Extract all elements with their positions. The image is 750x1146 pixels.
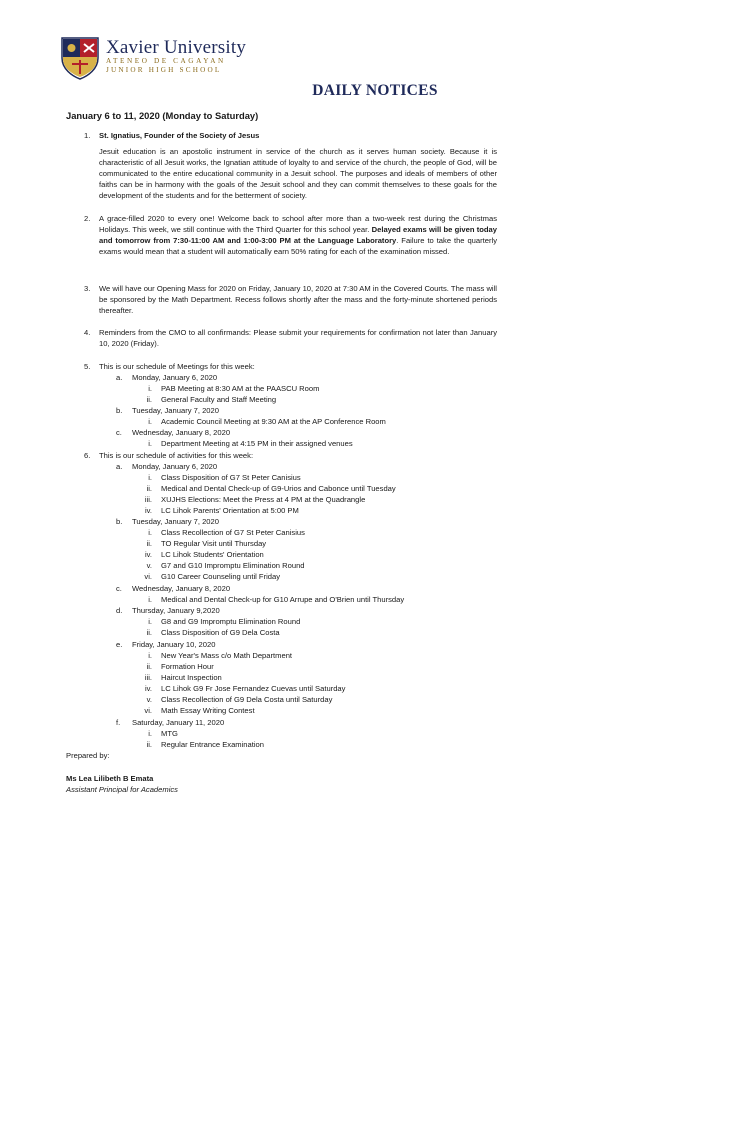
activity-roman: iv. <box>144 684 152 693</box>
activity-roman: iii. <box>144 673 152 682</box>
activity-entry: Regular Entrance Examination <box>161 740 264 749</box>
signatory-name: Ms Lea Lilibeth B Emata <box>66 774 154 783</box>
activity-entry: Class Recollection of G9 Dela Costa until Saturday <box>161 695 333 704</box>
activity-roman: i. <box>148 617 152 626</box>
item-4-text: Reminders from the CMO to all confirmands: Please submit your requirements for confirmation not later than January 10, 2020 (Friday). <box>99 328 497 349</box>
activity-roman: i. <box>148 729 152 738</box>
activity-entry: G8 and G9 Impromptu Elimination Round <box>161 617 301 626</box>
item-number: 2. <box>84 214 91 223</box>
activity-entry: Class Disposition of G7 St Peter Canisius <box>161 473 301 482</box>
activity-day: Saturday, January 11, 2020 <box>132 718 225 727</box>
document-title: DAILY NOTICES <box>312 82 438 99</box>
prepared-by-label: Prepared by: <box>66 751 110 760</box>
activity-entry: TO Regular Visit until Thursday <box>161 539 267 548</box>
activity-letter: e. <box>116 640 123 649</box>
meeting-day: Wednesday, January 8, 2020 <box>132 428 231 437</box>
meeting-roman: i. <box>148 439 152 448</box>
item-number: 3. <box>84 284 91 293</box>
activity-roman: i. <box>148 528 152 537</box>
item-number: 6. <box>84 451 91 460</box>
meeting-letter: b. <box>116 406 123 415</box>
meeting-letter: a. <box>116 373 123 382</box>
item-1-text: Jesuit education is an apostolic instrument in service of the church as it serves human society. Because it is characteristic of all Jesuit works, the Ignatian attitude of loyalty to and service of the church, the people of God, will be communicated to the entire educational community in a Jesuit school. The purposes and ideals of members of other faiths can be in harmony with the goals of the Jesuit school and they can commit themselves to these goals for the development of the students and for the betterment of society. <box>99 147 497 201</box>
item-2-text <box>99 213 497 257</box>
activity-entry: Medical and Dental Check-up for G10 Arrupe and O'Brien until Thursday <box>161 595 405 604</box>
activity-roman: vi. <box>144 572 152 581</box>
activity-entry: Formation Hour <box>161 662 214 671</box>
activity-letter: f. <box>116 718 121 727</box>
activity-roman: ii. <box>146 662 152 671</box>
meeting-entry: Academic Council Meeting at 9:30 AM at the AP Conference Room <box>161 417 386 426</box>
activity-entry: G10 Career Counseling until Friday <box>161 572 281 581</box>
activity-day: Friday, January 10, 2020 <box>132 640 216 649</box>
meeting-entry: Department Meeting at 4:15 PM in their assigned venues <box>161 439 353 448</box>
activity-roman: ii. <box>146 628 152 637</box>
activity-day: Wednesday, January 8, 2020 <box>132 584 231 593</box>
university-name: Xavier University <box>106 37 247 58</box>
meeting-roman: i. <box>148 384 152 393</box>
meeting-roman: i. <box>148 417 152 426</box>
meeting-day: Tuesday, January 7, 2020 <box>132 406 219 415</box>
activity-entry: LC Lihok Parents' Orientation at 5:00 PM <box>161 506 299 515</box>
meeting-entry: General Faculty and Staff Meeting <box>161 395 277 404</box>
activity-roman: i. <box>148 473 152 482</box>
activity-entry: Haircut Inspection <box>161 673 222 682</box>
item-number: 1. <box>84 131 91 140</box>
meeting-letter: c. <box>116 428 122 437</box>
activity-roman: v. <box>146 695 152 704</box>
activity-entry: Class Recollection of G7 St Peter Canisius <box>161 528 305 537</box>
activity-entry: LC Lihok Students' Orientation <box>161 550 264 559</box>
activity-roman: i. <box>148 595 152 604</box>
activity-roman: ii. <box>146 740 152 749</box>
activity-roman: v. <box>146 561 152 570</box>
item-2-highlight: Delayed exams will be given today and tomorrow from 7:30-11:00 AM and 1:00-3:00 PM at the Language Laboratory <box>99 225 497 246</box>
item-6-text: This is our schedule of activities for this week: <box>99 451 254 460</box>
activity-day: Tuesday, January 7, 2020 <box>132 517 219 526</box>
activity-entry: Math Essay Writing Contest <box>161 706 255 715</box>
letterhead-text <box>106 36 246 75</box>
university-seal-icon <box>60 36 100 80</box>
item-1-heading: St. Ignatius, Founder of the Society of Jesus <box>99 131 260 140</box>
item-5-text: This is our schedule of Meetings for this week: <box>99 362 255 371</box>
date-range: January 6 to 11, 2020 (Monday to Saturday) <box>66 110 259 121</box>
item-number: 5. <box>84 362 91 371</box>
activity-entry: MTG <box>161 729 178 738</box>
item-number: 4. <box>84 328 91 337</box>
activity-letter: c. <box>116 584 122 593</box>
activity-roman: iv. <box>144 506 152 515</box>
activity-letter: d. <box>116 606 123 615</box>
signatory-position: Assistant Principal for Academics <box>66 785 178 794</box>
activity-roman: ii. <box>146 539 152 548</box>
activity-roman: vi. <box>144 706 152 715</box>
activity-roman: ii. <box>146 484 152 493</box>
activity-roman: i. <box>148 651 152 660</box>
university-subtitle: ATENEO DE CAGAYAN <box>106 57 226 65</box>
activity-entry: G7 and G10 Impromptu Elimination Round <box>161 561 305 570</box>
activity-day: Thursday, January 9,2020 <box>132 606 220 615</box>
meeting-entry: PAB Meeting at 8:30 AM at the PAASCU Room <box>161 384 320 393</box>
meeting-day: Monday, January 6, 2020 <box>132 373 218 382</box>
item-3-text: We will have our Opening Mass for 2020 on Friday, January 10, 2020 at 7:30 AM in the Covered Courts. The mass will be sponsored by the Math Department. Recess follows shortly after the mass and the forty-minute shortened periods thereafter. <box>99 284 497 316</box>
activity-entry: XUJHS Elections: Meet the Press at 4 PM at the Quadrangle <box>161 495 366 504</box>
activity-entry: New Year's Mass c/o Math Department <box>161 651 293 660</box>
activity-letter: b. <box>116 517 123 526</box>
item-2-closing: . Failure to take the quarterly exams would mean that a student will automatically earn 50% rating for each of the examination missed. <box>99 236 497 257</box>
school-level: JUNIOR HIGH SCHOOL <box>106 66 222 74</box>
activity-roman: iv. <box>144 550 152 559</box>
item-2-intro: A grace-filled 2020 to every one! Welcome back to school after more than a two-week rest during the Christmas Holidays. This week, we still continue with the Third Quarter for this school year. <box>99 214 497 235</box>
activity-letter: a. <box>116 462 123 471</box>
activity-entry: LC Lihok G9 Fr Jose Fernandez Cuevas until Saturday <box>161 684 346 693</box>
activity-entry: Class Disposition of G9 Dela Costa <box>161 628 280 637</box>
activity-day: Monday, January 6, 2020 <box>132 462 218 471</box>
activity-entry: Medical and Dental Check-up of G9-Urios and Cabonce until Tuesday <box>161 484 396 493</box>
meeting-roman: ii. <box>146 395 152 404</box>
activity-roman: iii. <box>144 495 152 504</box>
letterhead <box>60 36 246 82</box>
